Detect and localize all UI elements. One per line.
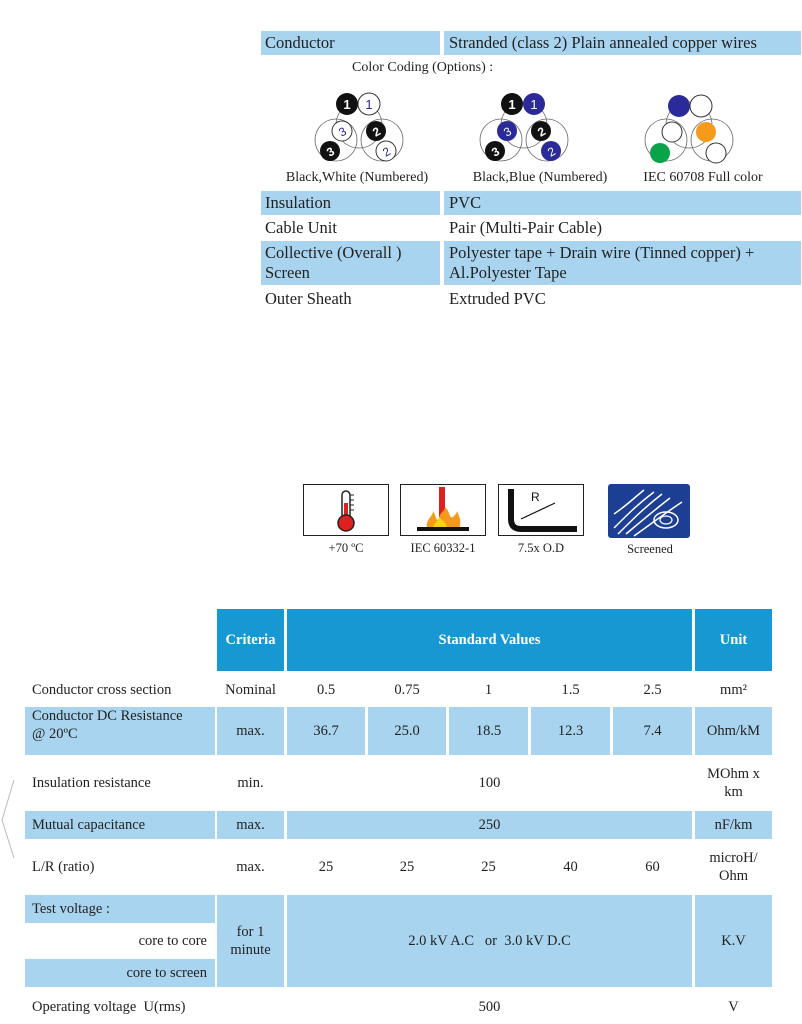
unit-header: Unit (695, 609, 772, 671)
row-value: 500 (478, 999, 501, 1015)
row-value: 25 (399, 859, 415, 875)
color-option-black-white-diagram (312, 85, 407, 167)
row-unit: K.V (695, 895, 772, 987)
row-criteria (217, 895, 284, 987)
radius-letter: R (531, 490, 540, 504)
row-value: 1 (484, 681, 493, 698)
row-unit: V (728, 999, 739, 1015)
row-criteria: max. (217, 707, 284, 755)
row-unit (695, 844, 772, 890)
core-number: 1 (343, 97, 351, 112)
row-unit-line: km (724, 784, 743, 800)
core-number: 3 (501, 124, 514, 140)
row-unit: Ohm/kM (695, 707, 772, 755)
row-unit-line: microH/ (709, 850, 758, 866)
row-label (25, 707, 215, 755)
row-label-line: Conductor DC Resistance (32, 708, 183, 724)
cable-unit-label: Cable Unit (265, 218, 337, 237)
row-value: 40 (563, 859, 578, 875)
screen-label (261, 241, 440, 285)
color-option-caption: Black,Blue (Numbered) (472, 170, 608, 185)
row-criteria: max. (217, 811, 284, 839)
outer-sheath-value: Extruded PVC (449, 289, 546, 308)
row-criteria: min. (237, 775, 264, 791)
row-label: Conductor cross section (32, 681, 172, 698)
core-number: 1 (508, 97, 516, 112)
row-unit-line: MOhm x (707, 766, 760, 782)
row-value: 100 (478, 775, 501, 791)
row-label: Insulation resistance (32, 775, 151, 791)
insulation-row (261, 191, 801, 215)
conductor-label: Conductor (261, 31, 440, 55)
outer-sheath-label: Outer Sheath (265, 289, 352, 308)
flame-icon (400, 484, 486, 536)
row-unit: nF/km (695, 811, 772, 839)
core-number: 3 (336, 124, 349, 140)
color-option-caption: IEC 60708 Full color (643, 170, 763, 185)
screen-label-line: Collective (Overall ) (265, 243, 402, 262)
bend-radius-icon (498, 484, 584, 536)
screen-row (261, 241, 801, 285)
color-option-caption: Black,White (Numbered) (285, 170, 429, 185)
row-label: Mutual capacitance (25, 811, 215, 839)
row-unit (695, 760, 772, 806)
row-sublabel: core to screen (25, 959, 215, 987)
row-value: 25.0 (368, 707, 446, 755)
color-option-iec-full-color-diagram (642, 85, 737, 167)
row-label: Operating voltage U(rms) (32, 999, 186, 1015)
core-number: 1 (530, 97, 538, 112)
cable-unit-value: Pair (Multi-Pair Cable) (449, 218, 603, 237)
flame-standard-label: IEC 60332-1 (410, 541, 476, 555)
row-criteria-line: for 1 (236, 924, 265, 940)
row-label: Test voltage : (25, 895, 215, 923)
margin-mark (0, 780, 16, 860)
row-label: L/R (ratio) (32, 859, 95, 875)
row-value: 2.0 kV A.C or 3.0 kV D.C (287, 895, 692, 987)
row-unit-line: Ohm (719, 868, 748, 884)
row-unit: mm² (720, 681, 747, 698)
core-number: 1 (365, 97, 373, 112)
screen-label-line: Screen (265, 263, 310, 282)
row-value: 0.75 (394, 681, 420, 698)
row-value: 0.5 (316, 681, 336, 698)
row-value: 1.5 (561, 681, 580, 698)
row-criteria: max. (236, 859, 265, 875)
insulation-label: Insulation (261, 191, 440, 215)
thermometer-icon (303, 484, 389, 536)
row-value: 25 (318, 859, 334, 875)
screened-icon (608, 484, 690, 538)
criteria-header: Criteria (217, 609, 284, 671)
core-number: 2 (380, 144, 393, 160)
row-label-line: @ 20ºC (32, 726, 78, 742)
row-value: 250 (287, 811, 692, 839)
bend-radius-label: 7.5x O.D (517, 541, 565, 555)
core-number: 3 (489, 144, 502, 160)
row-criteria: Nominal (225, 681, 276, 698)
row-value: 60 (645, 859, 660, 875)
core-number: 3 (324, 144, 337, 160)
row-value: 7.4 (613, 707, 692, 755)
row-criteria-line: minute (230, 942, 271, 958)
screen-value (444, 241, 801, 285)
conductor-row (261, 31, 801, 55)
standard-values-header: Standard Values (287, 609, 692, 671)
row-value: 25 (481, 859, 496, 875)
outer-sheath-row (261, 287, 801, 311)
row-sublabel: core to core (138, 933, 207, 949)
cable-unit-row (261, 216, 801, 240)
core-number: 2 (535, 124, 548, 140)
core-number: 2 (370, 124, 383, 140)
row-value: 18.5 (449, 707, 528, 755)
color-option-black-blue-diagram (477, 85, 572, 167)
conductor-value: Stranded (class 2) Plain annealed copper wires (444, 31, 801, 55)
row-value: 36.7 (287, 707, 365, 755)
row-value: 12.3 (531, 707, 610, 755)
screen-value-line: Polyester tape + Drain wire (Tinned copper) + (449, 243, 755, 262)
screened-label: Screened (627, 542, 673, 556)
screen-value-line: Al.Polyester Tape (449, 263, 567, 282)
core-number: 2 (545, 144, 558, 160)
row-value: 2.5 (643, 681, 662, 698)
temperature-label: +70 ºC (328, 541, 364, 555)
color-coding-title: Color Coding (Options) : (352, 60, 494, 75)
insulation-value: PVC (444, 191, 801, 215)
